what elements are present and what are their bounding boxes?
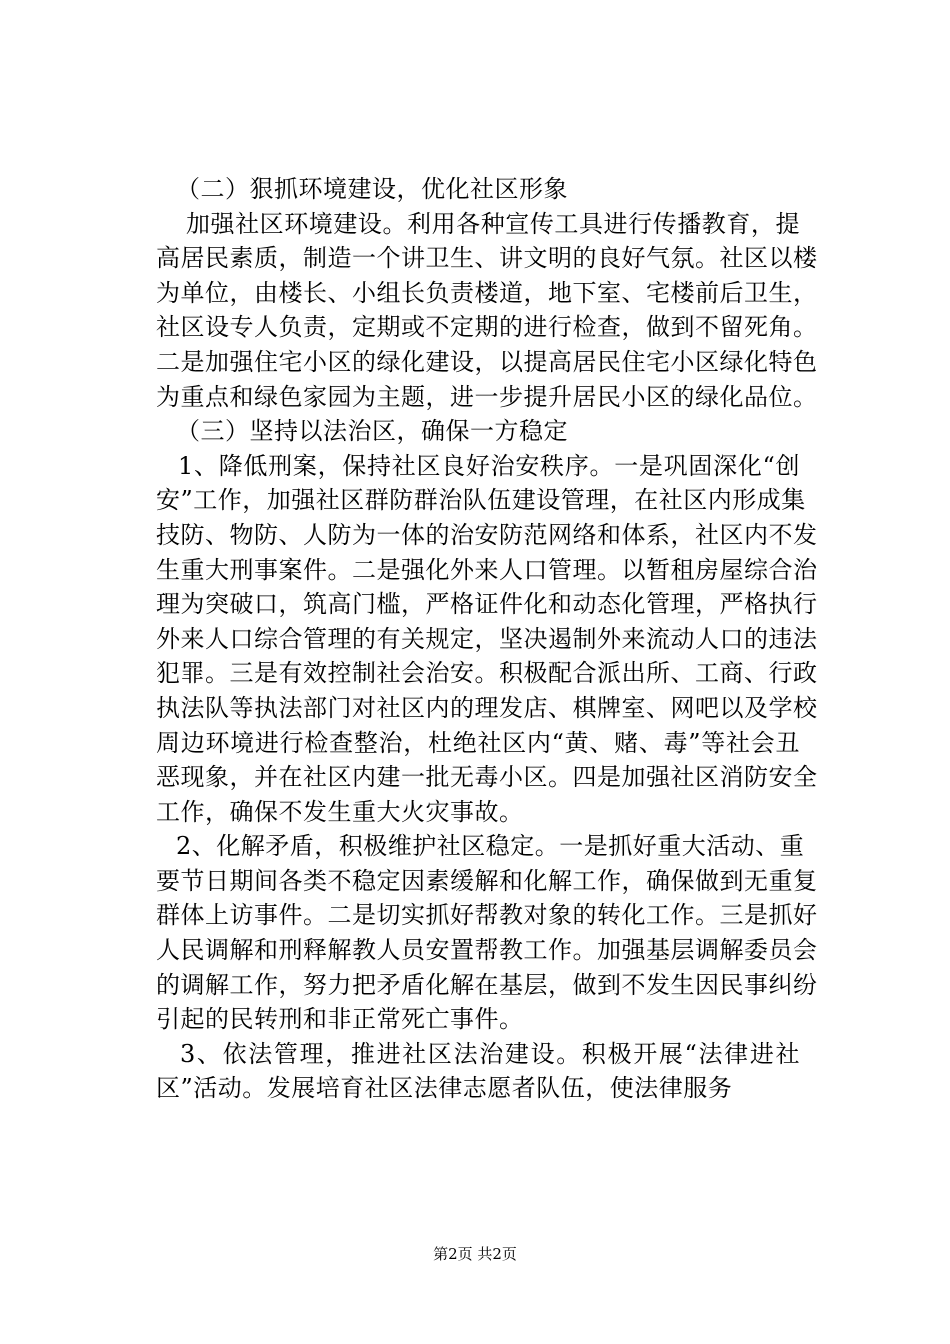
paragraph-line: 3、依法管理，推进社区法治建设。积极开展“法律进社 [180, 1039, 800, 1068]
section-heading-2: （二）狠抓环境建设，优化社区形象 [176, 175, 568, 203]
paragraph-line: 执法队等执法部门对社区内的理发店、棋牌室、网吧以及学校 [156, 693, 818, 722]
paragraph-line: 生重大刑事案件。二是强化外来人口管理。以暂租房屋综合治 [156, 555, 818, 584]
paragraph-line: 的调解工作，努力把矛盾化解在基层，做到不发生因民事纠纷 [156, 970, 818, 999]
paragraph-line: 安”工作，加强社区群防群治队伍建设管理，在社区内形成集 [156, 486, 806, 515]
paragraph-line: 群体上访事件。二是切实抓好帮教对象的转化工作。三是抓好 [156, 901, 818, 930]
paragraph-line: 要节日期间各类不稳定因素缓解和化解工作，确保做到无重复 [156, 866, 818, 895]
section-heading-3: （三）坚持以法治区，确保一方稳定 [176, 417, 568, 446]
paragraph-line: 1、降低刑案，保持社区良好治安秩序。一是巩固深化“创 [178, 451, 800, 480]
paragraph-line: 加强社区环境建设。利用各种宣传工具进行传播教育，提 [186, 209, 800, 238]
paragraph-line: 周边环境进行检查整治，杜绝社区内“黄、赌、毒”等社会丑 [156, 728, 800, 757]
paragraph-line: 引起的民转刑和非正常死亡事件。 [156, 1005, 524, 1034]
paragraph-line: 为重点和绿色家园为主题，进一步提升居民小区的绿化品位。 [156, 382, 818, 411]
paragraph-line: 技防、物防、人防为一体的治安防范网络和体系，社区内不发 [156, 520, 818, 549]
paragraph-line: 犯罪。三是有效控制社会治安。积极配合派出所、工商、行政 [156, 659, 818, 688]
paragraph-line: 社区设专人负责，定期或不定期的进行检查，做到不留死角。 [156, 313, 818, 342]
paragraph-line: 理为突破口，筑高门槛，严格证件化和动态化管理，严格执行 [156, 590, 818, 619]
paragraph-line: 二是加强住宅小区的绿化建设，以提高居民住宅小区绿化特色 [156, 347, 818, 376]
paragraph-line: 高居民素质，制造一个讲卫生、讲文明的良好气氛。社区以楼 [156, 244, 818, 273]
paragraph-line: 恶现象，并在社区内建一批无毒小区。四是加强社区消防安全 [156, 763, 818, 792]
paragraph-line: 区”活动。发展培育社区法律志愿者队伍，使法律服务 [156, 1074, 733, 1103]
document-body [156, 172, 818, 1106]
paragraph-line: 为单位，由楼长、小组长负责楼道，地下室、宅楼前后卫生， [156, 278, 818, 307]
paragraph-line: 外来人口综合管理的有关规定，坚决遏制外来流动人口的违法 [156, 624, 818, 653]
paragraph-line: 2、化解矛盾，积极维护社区稳定。一是抓好重大活动、重 [176, 832, 805, 861]
paragraph-line: 工作，确保不发生重大火灾事故。 [156, 797, 524, 826]
page-number-footer: 第2页 共2页 [433, 1245, 517, 1263]
paragraph-line: 人民调解和刑释解教人员安置帮教工作。加强基层调解委员会 [156, 936, 818, 965]
